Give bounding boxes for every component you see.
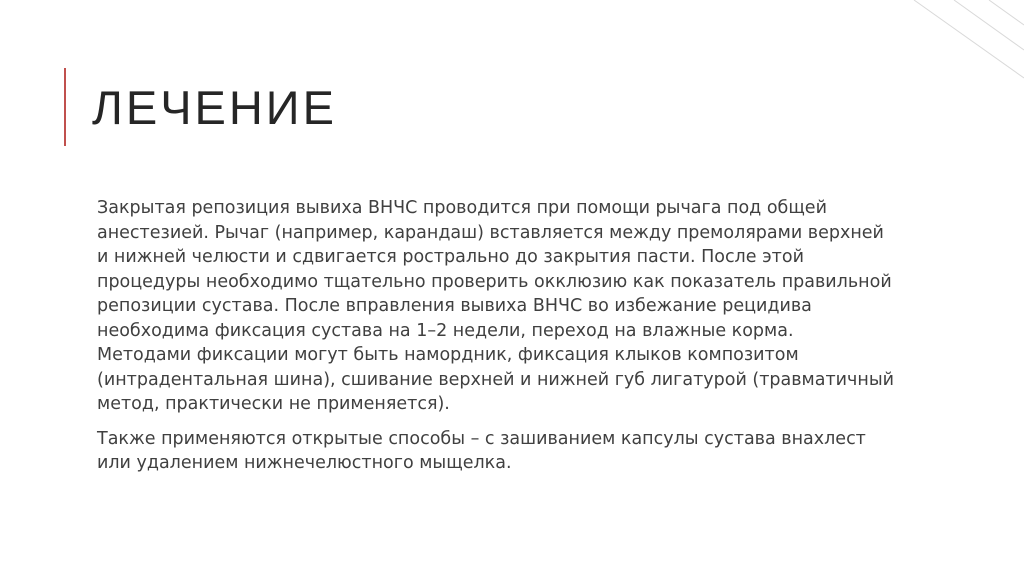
decor-line-3 xyxy=(989,0,1024,25)
paragraph-fixation-methods: Методами фиксации могут быть намордник, фиксация клыков композитом (интрадентальная шина), сшивание верхней и нижней губ лигатурой (травматичный метод, практически не применяется). xyxy=(97,345,895,414)
decor-line-2 xyxy=(954,0,1024,50)
corner-decoration xyxy=(894,0,1024,90)
decor-line-1 xyxy=(914,0,1024,78)
paragraph-open-methods: Также применяются открытые способы – с зашиванием капсулы сустава внахлест или удалением нижнечелюстного мыщелка. xyxy=(97,428,866,473)
slide-title: ЛЕЧЕНИЕ xyxy=(92,81,337,134)
paragraph-reposition: Закрытая репозиция вывиха ВНЧС проводится при помощи рычага под общей анестезией. Рычаг (например, карандаш) вставляется между премолярами верхней и нижней челюсти и сдвигается рострально до закрытия пасти. После этой процедуры необходимо тщательно проверить окклюзию как показатель правильной репозиции сустава. После вправления вывиха ВНЧС во избежание рецидива необходима фиксация сустава на 1–2 недели, переход на влажные корма. xyxy=(97,198,892,341)
title-accent-bar xyxy=(64,68,66,146)
slide-body xyxy=(97,196,897,476)
